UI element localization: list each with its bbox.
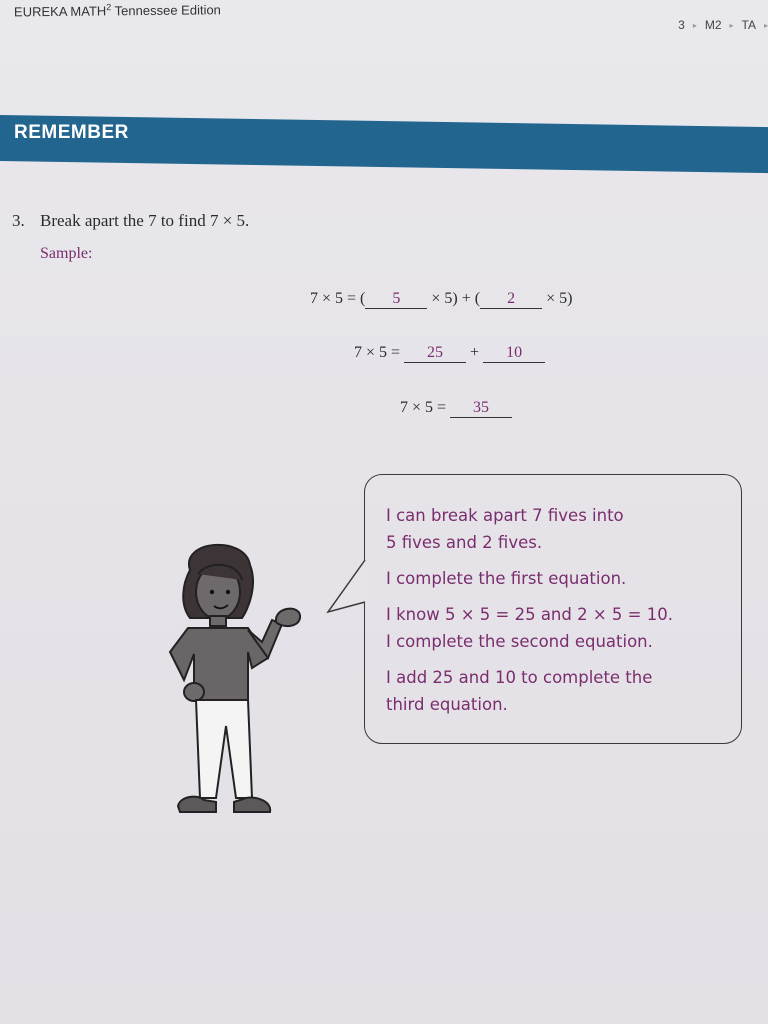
speech-line-3: I complete the first equation. [386,569,627,588]
brand-name: EUREKA MATH [13,3,107,20]
breadcrumb-module: M2 [704,18,722,32]
banner-title: REMEMBER [14,122,129,143]
speech-line-6: I add 25 and 10 to complete the [386,668,653,687]
breadcrumb-topic: TA [741,18,756,32]
equation-1 [310,290,572,309]
eq3-prefix: 7 × 5 = [400,399,447,416]
speech-line-1: I can break apart 7 fives into [386,506,624,525]
breadcrumb [678,18,768,32]
eq1-prefix: 7 × 5 = ( [310,290,366,307]
brand-superscript: 2 [106,2,112,13]
eq1-suffix: × 5) [546,290,573,307]
sample-label: Sample: [40,245,93,262]
equation-3 [400,399,512,418]
problem-text: Break apart the 7 to find 7 × 5. [40,211,250,230]
problem-number: 3. [12,211,25,230]
equation-2 [354,344,545,363]
eq2-blank-2: 10 [483,344,545,363]
breadcrumb-separator-icon: ▸ [692,20,697,30]
speech-bubble-tail [320,540,370,620]
speech-line-5: I complete the second equation. [386,632,653,651]
speech-text [386,502,673,727]
book-title [14,1,221,19]
breadcrumb-separator-icon: ▸ [729,20,734,30]
eq1-blank-1: 5 [365,290,427,309]
eq2-prefix: 7 × 5 = [354,344,401,361]
speech-line-7: third equation. [386,695,508,714]
eq1-middle: × 5) + ( [431,290,481,307]
eq3-blank: 35 [450,399,512,418]
eq2-plus: + [470,344,480,361]
problem-prompt [12,211,249,231]
speech-line-2: 5 fives and 2 fives. [386,533,543,552]
breadcrumb-separator-icon: ▸ [763,20,768,30]
breadcrumb-grade: 3 [678,18,685,32]
speech-line-4: I know 5 × 5 = 25 and 2 × 5 = 10. [386,605,673,624]
student-illustration [150,540,320,830]
edition-label: Tennessee Edition [114,2,221,19]
eq2-blank-1: 25 [404,344,466,363]
eq1-blank-2: 2 [480,290,542,309]
